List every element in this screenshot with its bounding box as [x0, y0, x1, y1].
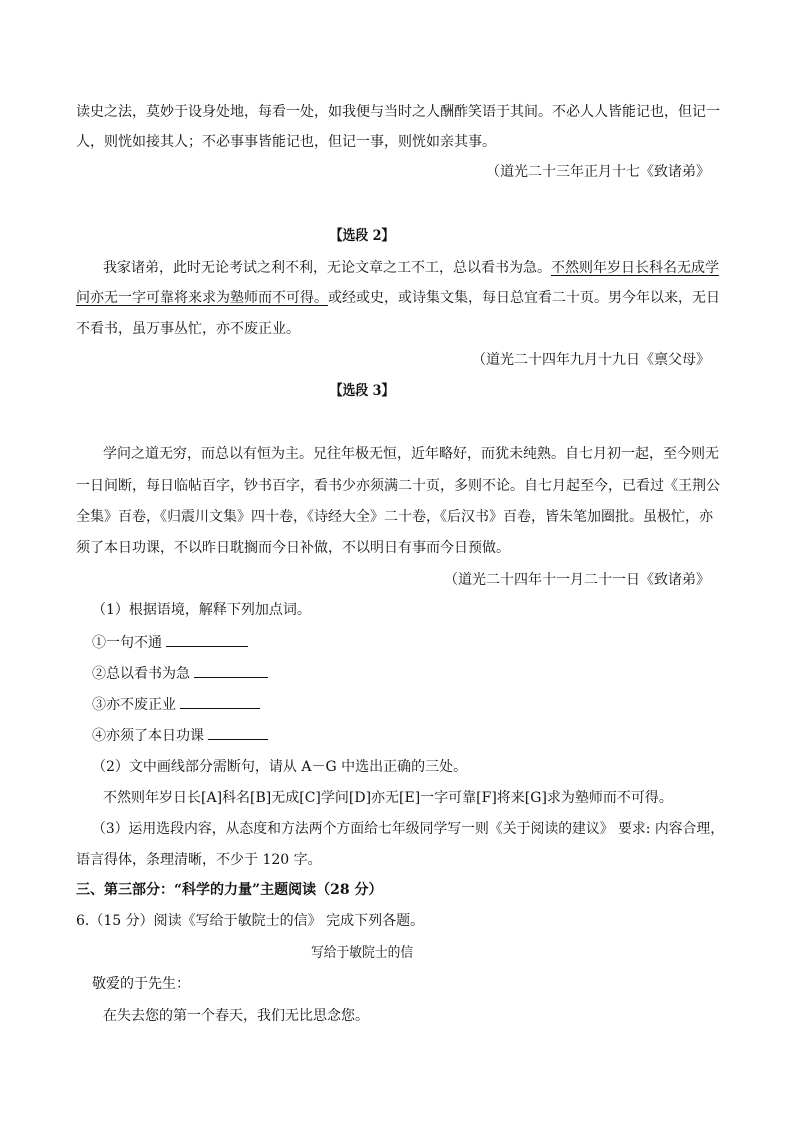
answer-blank[interactable] [208, 725, 268, 740]
q1-item-text: ①一句不通 [92, 635, 162, 651]
excerpt1-line: 读史之法，莫妙于设身处地，每看一处，如我便与当时之人酬酢笑语于其间。不必人人皆能记也，但记一 [76, 104, 720, 120]
excerpt3-line: 全集》百卷，《归震川文集》四十卷，《诗经大全》二十卷，《后汉书》百卷，皆朱笔加圈批。虽极忙，亦 [76, 509, 713, 525]
q1-item [92, 725, 268, 746]
excerpt3-line: 学问之道无穷，而总以有恒为主。兄往年极无恒，近年略好，而犹未纯熟。自七月初一起，至今则无 [103, 446, 719, 462]
question-1: （1）根据语境，解释下列加点词。 [92, 602, 311, 618]
excerpt2-line [76, 288, 720, 308]
underlined-passage: 不然则年岁日长科名无成学 [551, 260, 719, 276]
excerpt3-source: （道光二十四年十一月二十一日《致诸弟》 [444, 572, 710, 588]
q1-item-text: ③亦不废正业 [92, 697, 176, 713]
question-3-cont: 语言得体，条理清晰，不少于 120 字。 [76, 852, 322, 868]
letter-title: 写给于敏院士的信 [310, 945, 414, 961]
question-6: 6.（15 分）阅读《写给于敏院士的信》 完成下列各题。 [76, 913, 425, 929]
excerpt3-heading: 【选段 3】 [329, 383, 395, 399]
excerpt2-text: 或经或史，或诗集文集，每日总宜看二十页。男今年以来，无日 [328, 290, 720, 306]
answer-blank[interactable] [166, 632, 248, 647]
q1-item [92, 663, 268, 684]
answer-blank[interactable] [194, 663, 268, 678]
q1-item-text: ④亦须了本日功课 [92, 728, 204, 744]
excerpt2-source: （道光二十四年九月十九日《禀父母》 [472, 352, 710, 368]
excerpt2-text: 我家诸弟，此时无论考试之利不利，无论文章之工不工，总以看书为急。 [103, 260, 551, 276]
letter-salutation: 敬爱的于先生： [92, 976, 190, 992]
excerpt1-line: 人，则恍如接其人；不必事事皆能记也，但记一事，则恍如亲其事。 [76, 134, 496, 150]
excerpt2-heading: 【选段 2】 [329, 228, 395, 244]
excerpt2-line [103, 258, 719, 278]
underlined-passage: 问亦无一字可靠将来求为塾师而不可得。 [76, 290, 328, 306]
q1-item [92, 694, 260, 715]
question-3: （3）运用选段内容，从态度和方法两个方面给七年级同学写一则《关于阅读的建议》 要求: 内容合理， [92, 821, 725, 837]
q1-item [92, 632, 248, 653]
excerpt3-line: 须了本日功课，不以昨日耽搁而今日补做，不以明日有事而今日预做。 [76, 540, 510, 556]
excerpt1-source: （道光二十三年正月十七《致诸弟》 [486, 164, 710, 180]
excerpt3-line: 一日间断，每日临帖百字，钞书百字，看书少亦须满二十页，多则不论。自七月起至今，已看过《王荆公 [76, 478, 720, 494]
question-2: （2）文中画线部分需断句，请从 A－G 中选出正确的三处。 [92, 759, 468, 775]
excerpt2-line: 不看书，虽万事丛忙，亦不废正业。 [76, 321, 300, 337]
part3-heading: 三、第三部分：“科学的力量”主题阅读（28 分） [76, 882, 383, 898]
answer-blank[interactable] [180, 694, 260, 709]
letter-first-line: 在失去您的第一个春天，我们无比思念您。 [103, 1008, 369, 1024]
q1-item-text: ②总以看书为急 [92, 666, 190, 682]
q2-sentence: 不然则年岁日长[A]科名[B]无成[C]学问[D]亦无[E]一字可靠[F]将来[G]求为塾师而不可得。 [103, 790, 673, 806]
